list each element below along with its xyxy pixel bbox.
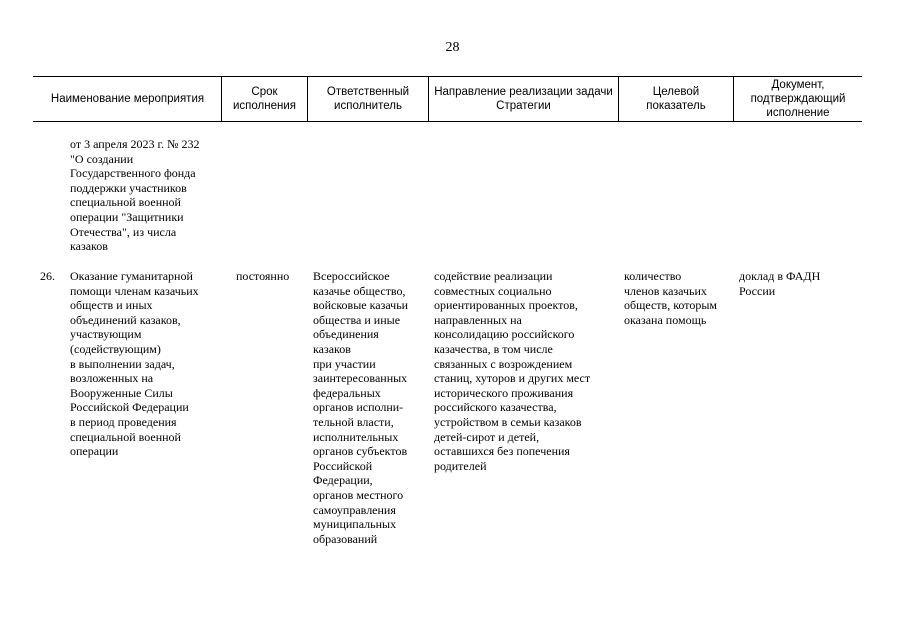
header-executor: Ответственный исполнитель <box>326 86 410 112</box>
row-executor-cell: Всероссийское казачье общество, войсковые казачьи общества и иные объединения казаков при участии заинтересованных федеральных органов исполни- тельной власти, исполнительных органов субъектов Российской Федерации, органов местного самоуправления муниципальных образований <box>313 269 409 546</box>
table-header-bottom-rule <box>33 121 862 122</box>
header-document: Документ, подтверждающий исполнение <box>750 79 846 119</box>
row-indicator-cell: количество членов казачьих обществ, которым оказана помощь <box>624 269 718 327</box>
continuation-name-cell: от 3 апреля 2023 г. № 232 "О создании Государственного фонда поддержки участников специальной военной операции "Защитники Отечества", из числа казаков <box>70 137 200 254</box>
page-number: 28 <box>445 40 460 55</box>
row-number: 26. <box>40 269 55 283</box>
row-direction-cell: содействие реализации совместных социально ориентированных проектов, направленных на консолидацию российского казачества, в том числе связанных с возрождением станиц, хуторов и других мест исторического проживания российского казачества, устройством в семьи казаков детей-сирот и детей, оставшихся без попечения родителей <box>434 269 591 473</box>
row-document-cell: доклад в ФАДН России <box>739 269 821 298</box>
row-deadline-cell: постоянно <box>236 269 290 283</box>
header-indicator: Целевой показатель <box>646 86 706 112</box>
row-name-cell: Оказание гуманитарной помощи членам казачьих обществ и иных объединений казаков, участвующим (содействующим) в выполнении задач, возложенных на Вооруженные Силы Российской Федерации в период проведения специальной военной операции <box>70 269 199 459</box>
header-direction: Направление реализации задачи Стратегии <box>434 86 613 112</box>
header-name: Наименование мероприятия <box>50 93 205 105</box>
header-deadline: Срок исполнения <box>232 86 296 112</box>
